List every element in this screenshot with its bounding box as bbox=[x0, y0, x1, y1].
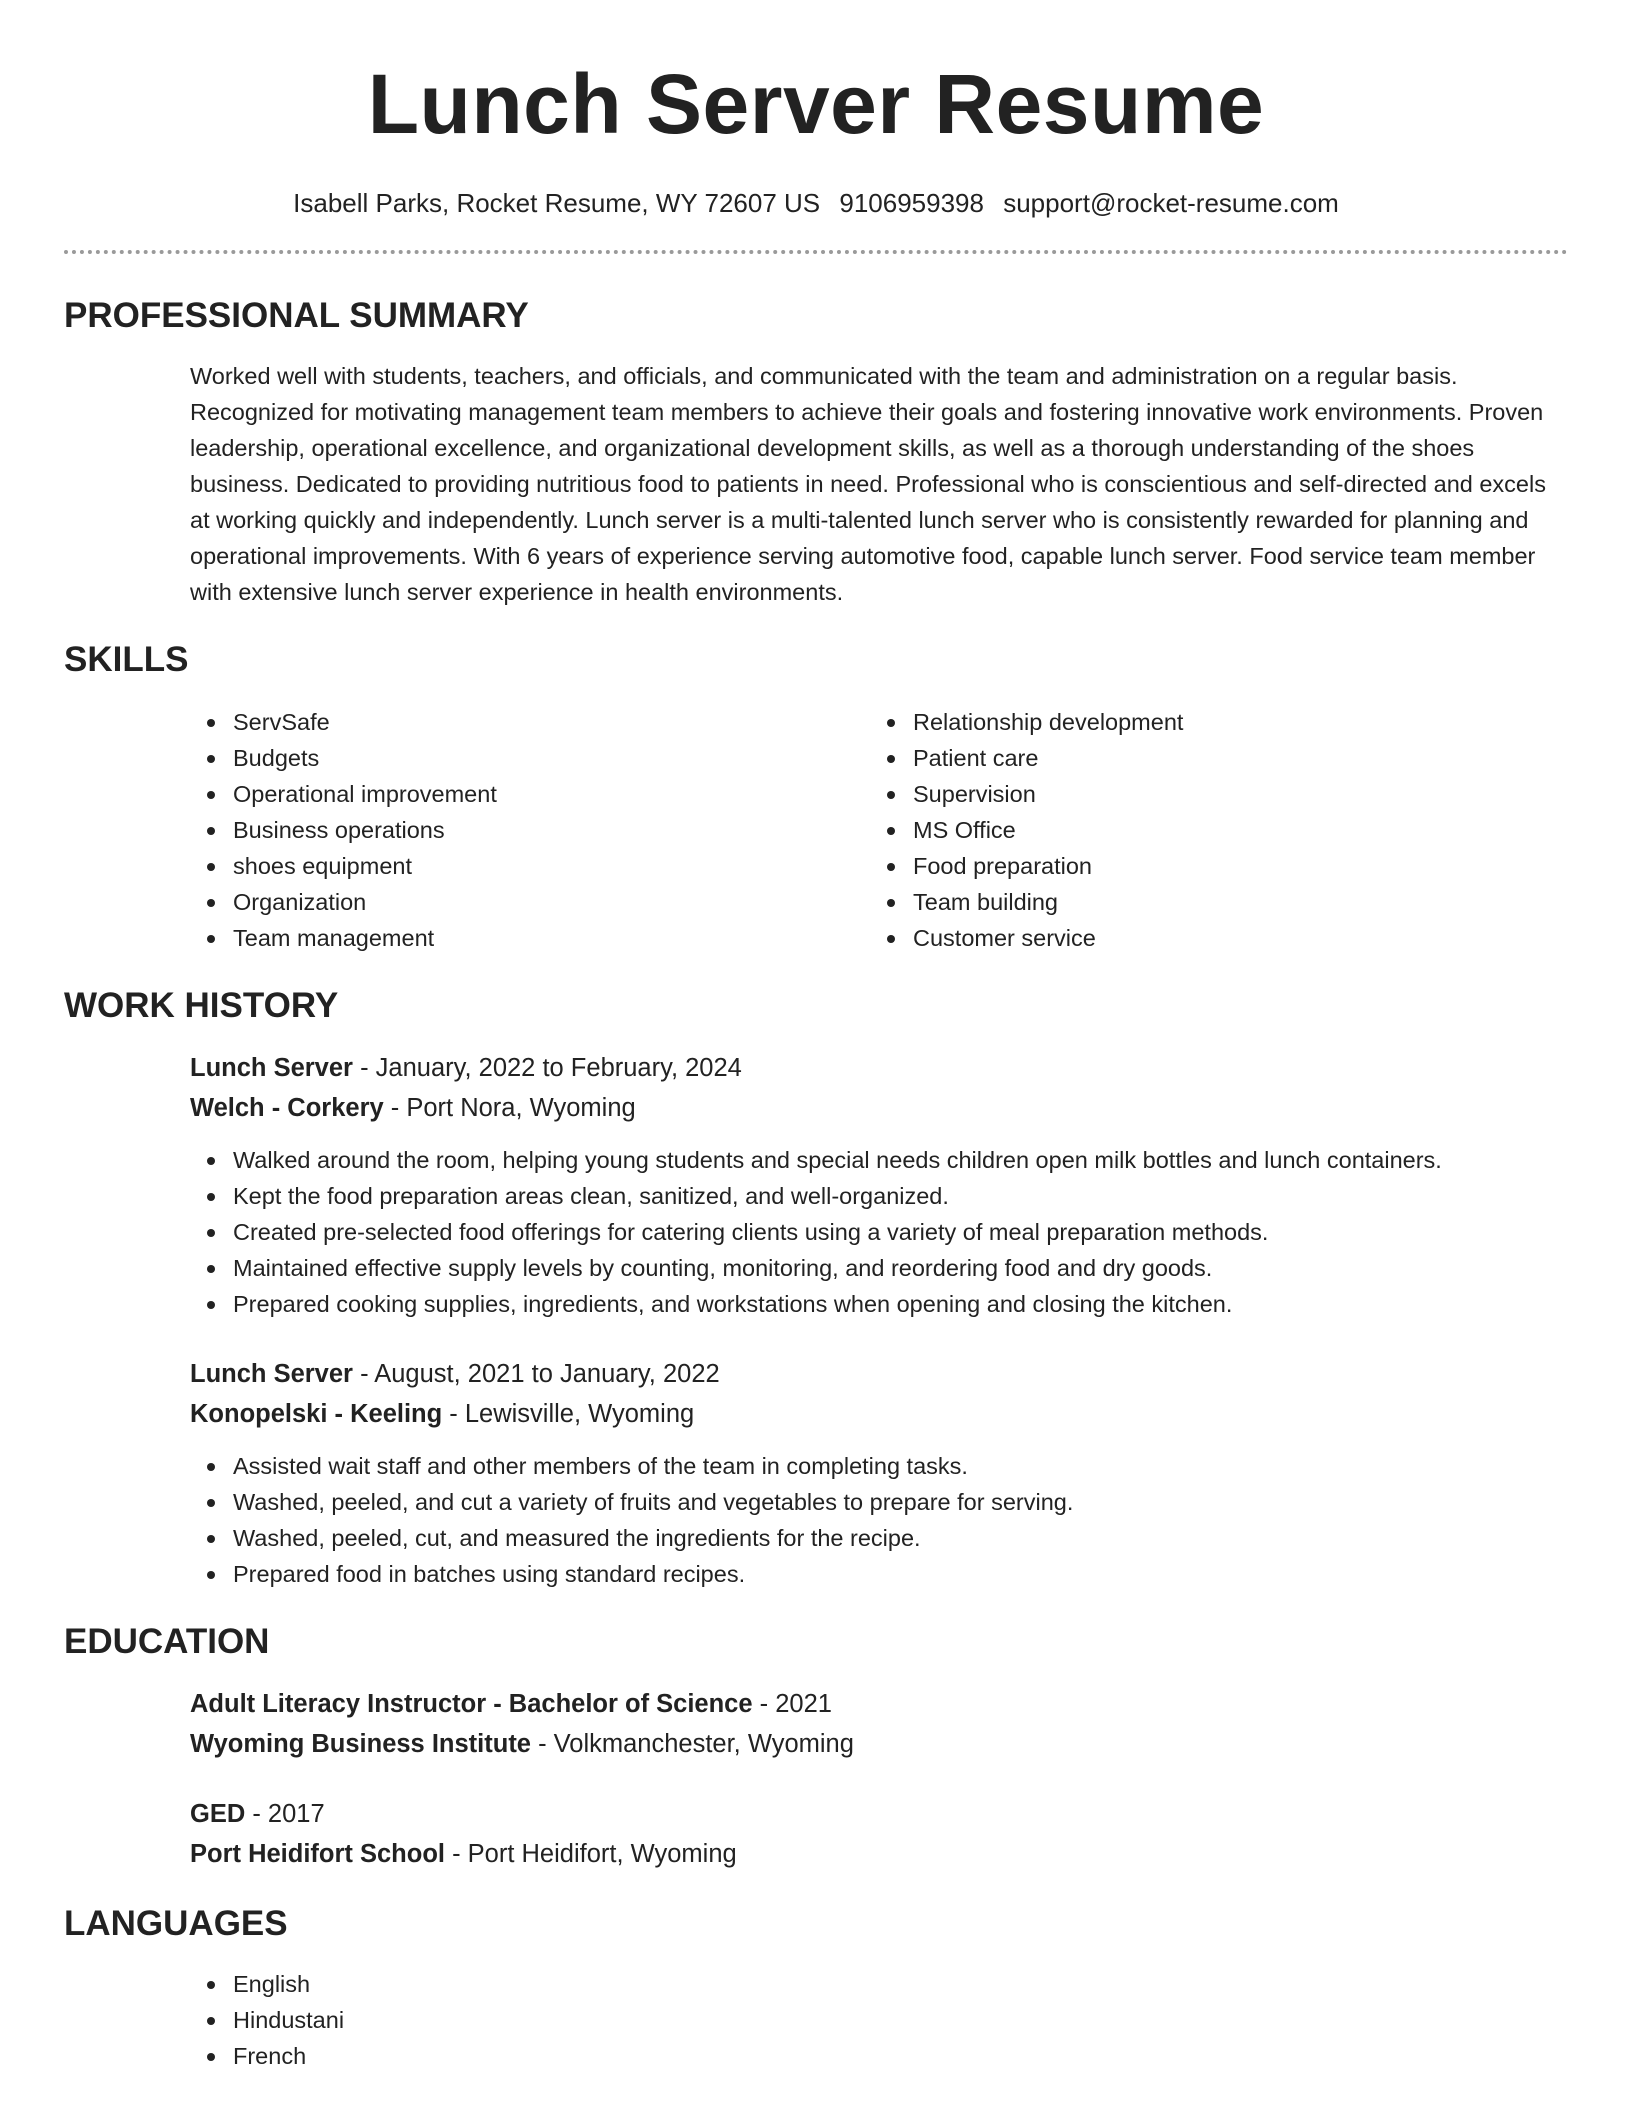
job-company: Konopelski - Keeling bbox=[190, 1400, 443, 1428]
duty-item: Prepared food in batches using standard recipes. bbox=[190, 1556, 1568, 1592]
degree-year: - 2017 bbox=[245, 1800, 325, 1828]
skills-grid bbox=[190, 704, 1568, 956]
job-dates: - August, 2021 to January, 2022 bbox=[352, 1360, 720, 1388]
job-location: - Lewisville, Wyoming bbox=[442, 1400, 695, 1428]
resume-title: Lunch Server Resume bbox=[367, 57, 1265, 151]
job-dates: - January, 2022 to February, 2024 bbox=[352, 1054, 742, 1082]
degree-name: Adult Literacy Instructor - Bachelor of Science bbox=[190, 1690, 753, 1718]
school-name: Port Heidifort School bbox=[190, 1840, 445, 1868]
job-duties bbox=[190, 1448, 1568, 1592]
skills-list-left bbox=[190, 704, 870, 956]
skills-heading: SKILLS bbox=[64, 640, 189, 679]
school-location: - Volkmanchester, Wyoming bbox=[531, 1730, 854, 1758]
job-title: Lunch Server bbox=[190, 1360, 353, 1388]
contact-line bbox=[64, 188, 1568, 218]
skill-item: Team management bbox=[190, 920, 870, 956]
skill-item: MS Office bbox=[870, 812, 1550, 848]
skill-item: Patient care bbox=[870, 740, 1550, 776]
skill-item: shoes equipment bbox=[190, 848, 870, 884]
skill-item: Team building bbox=[870, 884, 1550, 920]
summary-heading: PROFESSIONAL SUMMARY bbox=[64, 296, 529, 335]
work-heading: WORK HISTORY bbox=[64, 986, 339, 1025]
languages-list bbox=[190, 1966, 1568, 2074]
school-name: Wyoming Business Institute bbox=[190, 1730, 531, 1758]
job-title: Lunch Server bbox=[190, 1054, 353, 1082]
duty-item: Walked around the room, helping young students and special needs children open milk bottles and lunch containers. bbox=[190, 1142, 1568, 1178]
job-title-line bbox=[190, 1048, 1568, 1088]
school-location: - Port Heidifort, Wyoming bbox=[445, 1840, 737, 1868]
job-entry bbox=[190, 1048, 1568, 1322]
duty-item: Assisted wait staff and other members of the team in completing tasks. bbox=[190, 1448, 1568, 1484]
languages-heading: LANGUAGES bbox=[64, 1904, 288, 1943]
degree-name: GED bbox=[190, 1800, 246, 1828]
education-entry bbox=[190, 1794, 1568, 1874]
duty-item: Maintained effective supply levels by counting, monitoring, and reordering food and dry goods. bbox=[190, 1250, 1568, 1286]
job-company: Welch - Corkery bbox=[190, 1094, 384, 1122]
degree-line bbox=[190, 1684, 1568, 1724]
job-company-line bbox=[190, 1394, 1568, 1434]
contact-address: Isabell Parks, Rocket Resume, WY 72607 US bbox=[293, 188, 821, 218]
skill-item: Business operations bbox=[190, 812, 870, 848]
school-line bbox=[190, 1724, 1568, 1764]
job-title-line bbox=[190, 1354, 1568, 1394]
degree-line bbox=[190, 1794, 1568, 1834]
contact-email[interactable]: support@rocket-resume.com bbox=[1003, 188, 1339, 218]
duty-item: Washed, peeled, cut, and measured the ingredients for the recipe. bbox=[190, 1520, 1568, 1556]
resume-page bbox=[64, 0, 1568, 2074]
school-line bbox=[190, 1834, 1568, 1874]
skill-item: Operational improvement bbox=[190, 776, 870, 812]
summary-text: Worked well with students, teachers, and officials, and communicated with the team and administration on a regular basis. Recognized for motivating management team members to achieve their goals and fostering innovative work environments. Proven leadership, operational excellence, and organizational development skills, as well as a thorough understanding of the shoes business. Dedicated to providing nutritious food to patients in need. Professional who is conscientious and self-directed and excels at working quickly and independently. Lunch server is a multi-talented lunch server who is consistently rewarded for planning and operational improvements. With 6 years of experience serving automotive food, capable lunch server. Food service team member with extensive lunch server experience in health environments. bbox=[190, 363, 1546, 605]
duty-item: Washed, peeled, and cut a variety of fruits and vegetables to prepare for serving. bbox=[190, 1484, 1568, 1520]
skill-item: Relationship development bbox=[870, 704, 1550, 740]
header-divider bbox=[64, 250, 1568, 254]
contact-phone: 9106959398 bbox=[839, 188, 984, 218]
skill-item: Organization bbox=[190, 884, 870, 920]
skill-item: ServSafe bbox=[190, 704, 870, 740]
education-heading: EDUCATION bbox=[64, 1622, 270, 1661]
job-location: - Port Nora, Wyoming bbox=[383, 1094, 636, 1122]
job-entry bbox=[190, 1354, 1568, 1592]
job-duties bbox=[190, 1142, 1568, 1322]
language-item: English bbox=[190, 1966, 1568, 2002]
degree-year: - 2021 bbox=[752, 1690, 832, 1718]
skill-item: Budgets bbox=[190, 740, 870, 776]
skill-item: Food preparation bbox=[870, 848, 1550, 884]
skill-item: Customer service bbox=[870, 920, 1550, 956]
duty-item: Created pre-selected food offerings for catering clients using a variety of meal preparation methods. bbox=[190, 1214, 1568, 1250]
duty-item: Prepared cooking supplies, ingredients, and workstations when opening and closing the kitchen. bbox=[190, 1286, 1568, 1322]
language-item: French bbox=[190, 2038, 1568, 2074]
education-entry bbox=[190, 1684, 1568, 1764]
duty-item: Kept the food preparation areas clean, sanitized, and well-organized. bbox=[190, 1178, 1568, 1214]
job-company-line bbox=[190, 1088, 1568, 1128]
skills-list-right bbox=[870, 704, 1550, 956]
language-item: Hindustani bbox=[190, 2002, 1568, 2038]
skill-item: Supervision bbox=[870, 776, 1550, 812]
